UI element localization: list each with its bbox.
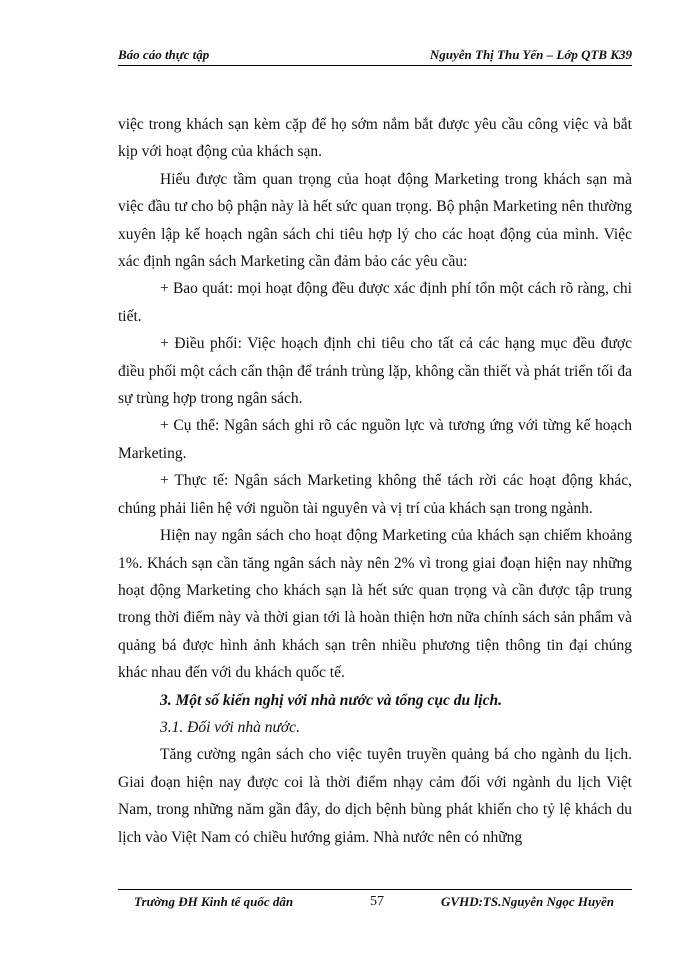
- bullet-paragraph: + Điều phối: Việc hoạch định chi tiêu cho tất cả các hạng mục đều được điều phối một cách cẩn thận để tránh trùng lặp, không cần thiết và phát triển tối đa sự trùng hợp trong ngân sách.: [118, 335, 632, 408]
- footer-school: Trường ĐH Kinh tế quốc dân: [134, 894, 294, 909]
- paragraph: Hiện nay ngân sách cho hoạt động Marketing của khách sạn chiếm khoảng 1%. Khách sạn cần tăng ngân sách này nên 2% vì trong giai đoạn hiện nay những hoạt động Marketing cho khách sạn là hết sức quan trọng và cần được tập trung trong thời điểm này và thời gian tới là hoàn thiện hơn nữa chính sách sản phẩm và quảng bá được hình ảnh khách sạn trên nhiều phương tiện thông tin đại chúng khác nhau đến với du khách quốc tế.: [118, 527, 632, 682]
- subsection-heading: 3.1. Đối với nhà nước.: [160, 718, 300, 736]
- page-header: [118, 47, 632, 66]
- header-author: Nguyễn Thị Thu Yến – Lớp QTB K39: [429, 47, 632, 62]
- bullet-paragraph: + Thực tế: Ngân sách Marketing không thể tách rời các hoạt động khác, chúng phải liên hệ với nguồn tài nguyên và vị trí của khách sạn trong ngành.: [118, 472, 632, 517]
- paragraph: việc trong khách sạn kèm cặp để họ sớm nắm bắt được yêu cầu công việc và bắt kịp với hoạt động của khách sạn.: [118, 116, 632, 161]
- footer-advisor: GVHD:TS.Nguyễn Ngọc Huyền: [441, 894, 614, 909]
- paragraph: Tăng cường ngân sách cho việc tuyên truyền quảng bá cho ngành du lịch. Giai đoạn hiện nay được coi là thời điểm nhạy cảm đối với ngành du lịch Việt Nam, trong những năm gần đây, do dịch bệnh bùng phát khiến cho tỷ lệ khách du lịch vào Việt Nam có chiều hướng giảm. Nhà nước nên có những: [118, 746, 632, 846]
- paragraph: Hiểu được tầm quan trọng của hoạt động Marketing trong khách sạn mà việc đầu tư cho bộ phận này là hết sức quan trọng. Bộ phận Marketing nên thường xuyên lập kế hoạch ngân sách chi tiêu hợp lý cho các hoạt động của mình. Việc xác định ngân sách Marketing cần đảm bảo các yêu cầu:: [118, 170, 632, 271]
- bullet-paragraph: + Cụ thể: Ngân sách ghi rõ các nguồn lực và tương ứng với từng kế hoạch Marketing.: [118, 417, 632, 462]
- page-number: 57: [370, 894, 384, 909]
- section-heading: 3. Một số kiến nghị với nhà nước và tổng cục du lịch.: [160, 691, 502, 709]
- bullet-paragraph: + Bao quát: mọi hoạt động đều được xác định phí tổn một cách rõ ràng, chi tiết.: [118, 280, 632, 325]
- document-body: [118, 111, 632, 851]
- page-footer: [118, 889, 632, 909]
- header-report-title: Báo cáo thực tập: [118, 47, 210, 62]
